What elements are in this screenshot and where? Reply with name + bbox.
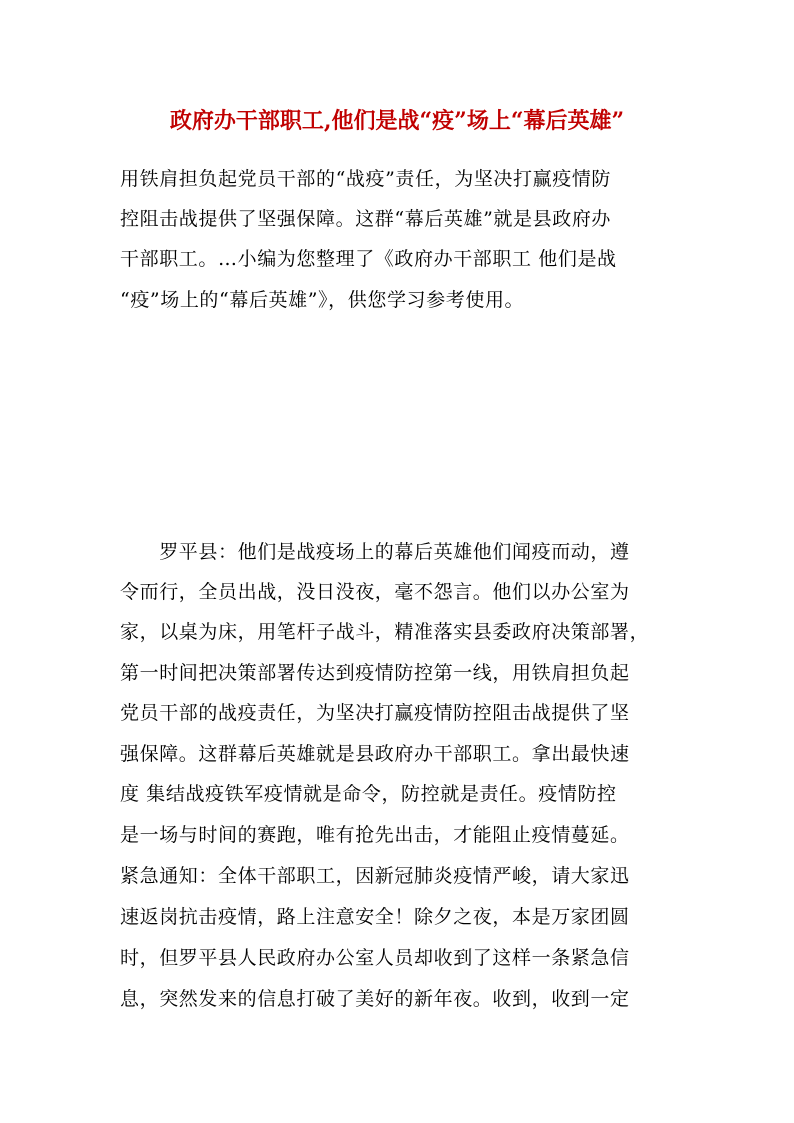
body-line: 息，突然发来的信息打破了美好的新年夜。收到，收到一定 xyxy=(120,988,630,1010)
body-line: 罗平县：他们是战疫场上的幕后英雄他们闻疫而动，遵 xyxy=(120,541,630,563)
intro-line: 用铁肩担负起党员干部的“战疫”责任，为坚决打赢疫情防 xyxy=(120,168,612,190)
body-line: 紧急通知：全体干部职工，因新冠肺炎疫情严峻，请大家迅 xyxy=(120,865,630,887)
page-title: 政府办干部职工,他们是战“疫”场上“幕后英雄” xyxy=(169,108,625,134)
body-line: 是一场与时间的赛跑，唯有抢先出击，才能阻止疫情蔓延。 xyxy=(120,824,630,846)
intro-line: 控阻击战提供了坚强保障。这群“幕后英雄”就是县政府办 xyxy=(120,208,612,230)
body-line: 度 集结战疫铁军疫情就是命令，防控就是责任。疫情防控 xyxy=(120,783,617,805)
intro-line: 干部职工。…小编为您整理了《政府办干部职工 他们是战 xyxy=(120,248,617,270)
body-line: 令而行，全员出战，没日没夜，毫不怨言。他们以办公室为 xyxy=(120,581,630,603)
body-line: 第一时间把决策部署传达到疫情防控第一线，用铁肩担负起 xyxy=(120,662,630,684)
body-line: 党员干部的战疫责任，为坚决打赢疫情防控阻击战提供了坚 xyxy=(120,702,630,724)
body-line: 家，以桌为床，用笔杆子战斗，精准落实县委政府决策部署， xyxy=(120,621,650,643)
body-line: 速返岗抗击疫情，路上注意安全！除夕之夜，本是万家团圆 xyxy=(120,906,630,928)
intro-line: “疫”场上的“幕后英雄”》，供您学习参考使用。 xyxy=(120,289,525,311)
body-line: 时，但罗平县人民政府办公室人员却收到了这样一条紧急信 xyxy=(120,947,630,969)
body-line: 强保障。这群幕后英雄就是县政府办干部职工。拿出最快速 xyxy=(120,743,630,765)
